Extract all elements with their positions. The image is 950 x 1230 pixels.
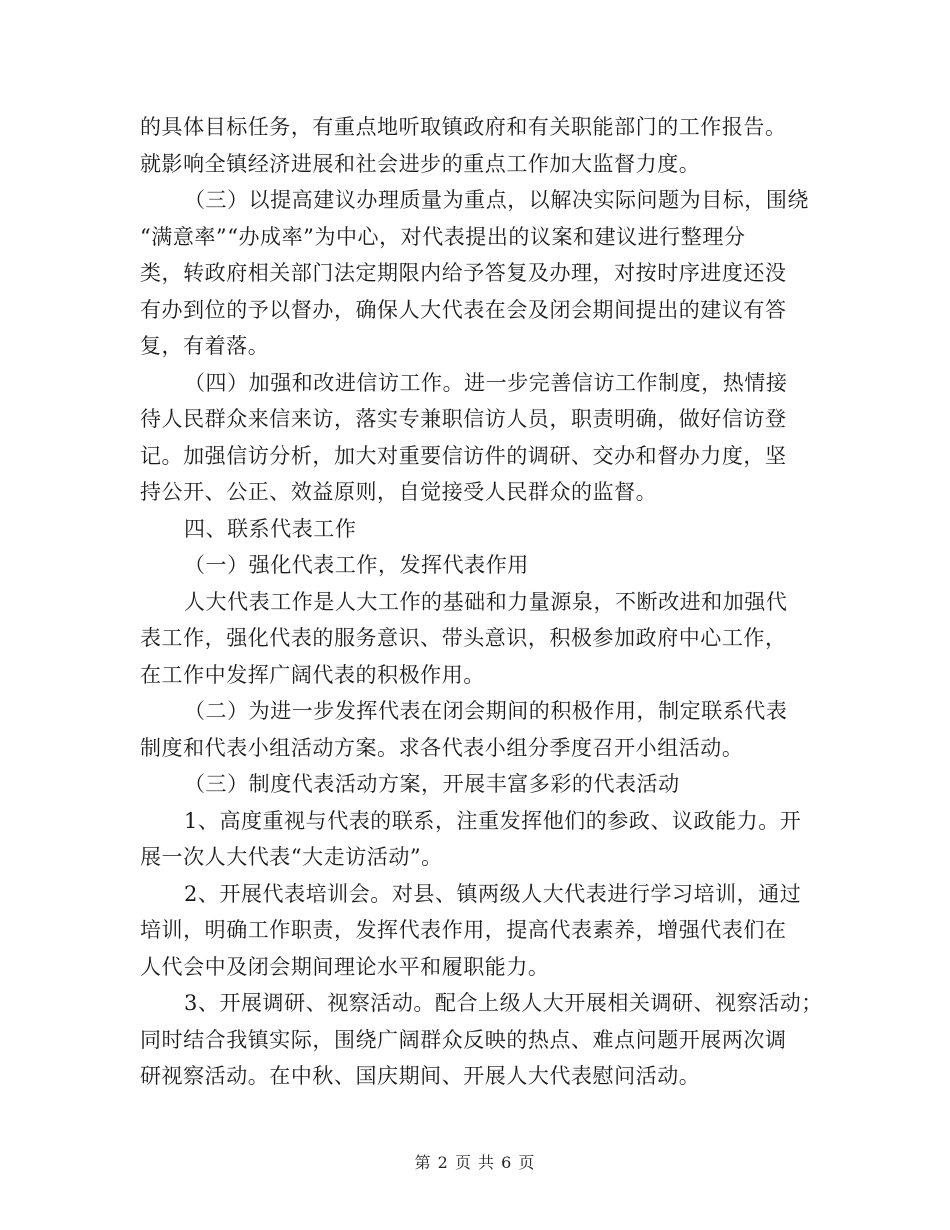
text-line: 在工作中发挥广阔代表的积极作用。 (140, 662, 485, 687)
text-line: 展一次人大代表“大走访活动”。 (140, 845, 443, 869)
text-line: 复，有着落。 (140, 334, 270, 358)
text-line: 3、开展调研、视察活动。配合上级人大开展相关调研、视察活动； (184, 991, 823, 1015)
text-line: 持公开、公正、效益原则，自觉接受人民群众的监督。 (140, 480, 658, 504)
document-body (140, 109, 823, 1095)
text-line: “满意率”“办成率”为中心，对代表提出的议案和建议进行整理分 (140, 224, 746, 249)
text-line: （三）以提高建议办理质量为重点，以解决实际问题为目标，围绕 (184, 188, 809, 212)
text-line: 记。加强信访分析，加大对重要信访件的调研、交办和督办力度，坚 (140, 443, 787, 468)
text-line: 表工作，强化代表的服务意识、带头意识，积极参加政府中心工作， (140, 626, 787, 650)
text-line: 同时结合我镇实际，围绕广阔群众反映的热点、难点问题开展两次调 (140, 1027, 787, 1052)
text-line: （二）为进一步发挥代表在闭会期间的积极作用，制定联系代表 (184, 699, 788, 723)
text-line: 培训，明确工作职责，发挥代表作用，提高代表素养，增强代表们在 (140, 918, 787, 942)
text-line: 人代会中及闭会期间理论水平和履职能力。 (140, 954, 550, 979)
text-line: 人大代表工作是人大工作的基础和力量源泉，不断改进和加强代 (184, 589, 788, 614)
subsection-heading: （三）制度代表活动方案，开展丰富多彩的代表活动 (184, 772, 680, 796)
text-line: 1、高度重视与代表的联系，注重发挥他们的参政、议政能力。开 (184, 808, 802, 833)
text-line: 制度和代表小组活动方案。求各代表小组分季度召开小组活动。 (140, 735, 744, 760)
text-line: 就影响全镇经济进展和社会进步的重点工作加大监督力度。 (140, 151, 701, 176)
text-line: （四）加强和改进信访工作。进一步完善信访工作制度，热情接 (184, 370, 788, 395)
text-line: 有办到位的予以督办，确保人大代表在会及闭会期间提出的建议有答 (140, 297, 787, 322)
section-heading: 四、联系代表工作 (184, 516, 357, 541)
text-line: 的具体目标任务，有重点地听取镇政府和有关职能部门的工作报告。 (140, 115, 787, 139)
subsection-heading: （一）强化代表工作，发挥代表作用 (184, 553, 529, 577)
text-line: 2、开展代表培训会。对县、镇两级人大代表进行学习培训，通过 (184, 881, 802, 906)
text-line: 研视察活动。在中秋、国庆期间、开展人大代表慰问活动。 (140, 1064, 701, 1088)
text-line: 待人民群众来信来访，落实专兼职信访人员，职责明确，做好信访登 (140, 407, 787, 431)
text-line: 类，转政府相关部门法定期限内给予答复及办理，对按时序进度还没 (140, 261, 787, 285)
page-number-footer: 第 2 页 共 6 页 (414, 1153, 536, 1172)
